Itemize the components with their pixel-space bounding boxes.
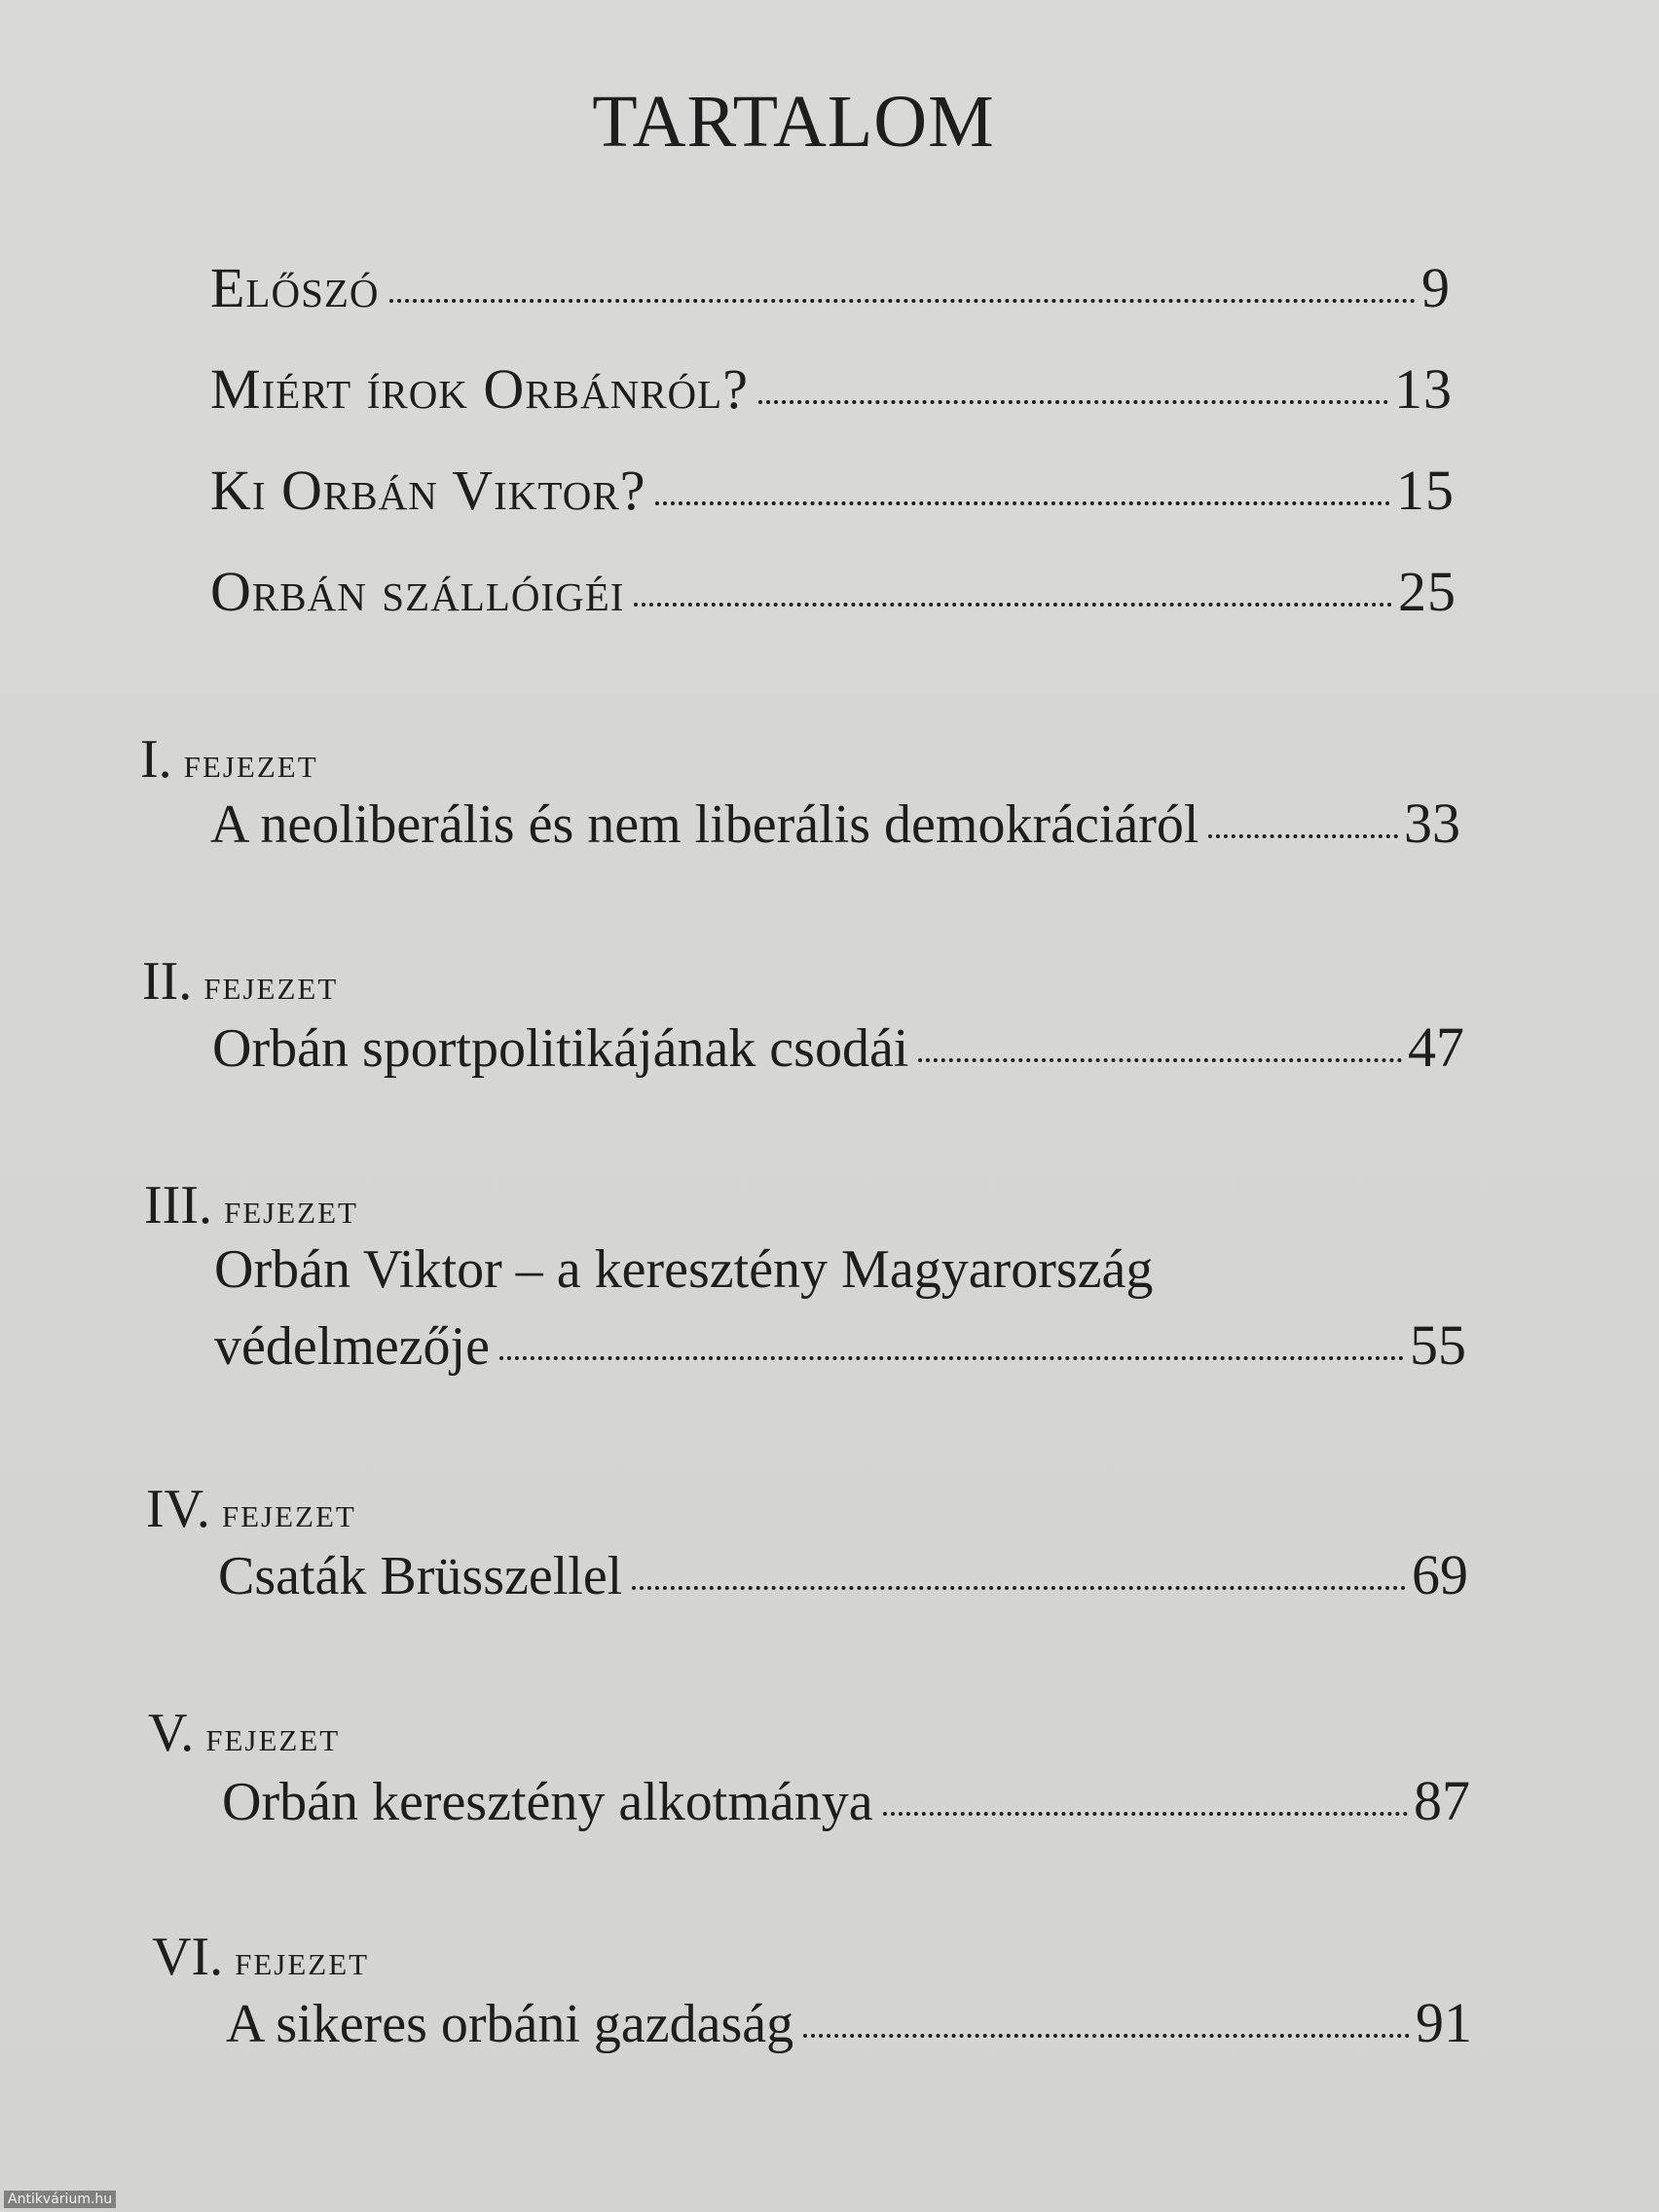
toc-entry-label: Orbán sportpolitikájának csodái: [212, 1018, 909, 1079]
chapter-number: II.: [142, 951, 193, 1012]
chapter-number: VI.: [152, 1927, 224, 1987]
toc-entry-page: 9: [1421, 256, 1451, 319]
toc-entry-page: 33: [1404, 792, 1460, 855]
toc-entry-szalloigei: [210, 559, 1456, 624]
chapter-word: fejezet: [221, 1489, 356, 1536]
toc-entry-chapter-6: [226, 1990, 1472, 2055]
dot-leader: [918, 1054, 1402, 1062]
toc-entry-eloszo: [210, 255, 1451, 320]
toc-entry-label: Miért írok Orbánról?: [210, 357, 749, 421]
dot-leader: [634, 599, 1392, 607]
watermark: Antikvárium.hu: [4, 2191, 116, 2208]
dot-leader: [499, 1352, 1404, 1360]
toc-entry-page: 91: [1416, 1991, 1472, 2054]
dot-leader: [803, 2030, 1410, 2038]
chapter-word: fejezet: [205, 1713, 341, 1760]
toc-entry-page: 15: [1396, 459, 1455, 522]
toc-entry-chapter-3-line1: Orbán Viktor – a keresztény Magyarország: [214, 1239, 1154, 1300]
chapter-number: III.: [144, 1175, 212, 1235]
toc-entry-label: A sikeres orbáni gazdaság: [226, 1994, 794, 2054]
toc-entry-label: Előszó: [210, 256, 380, 319]
chapter-number: IV.: [146, 1479, 210, 1539]
chapter-number: V.: [148, 1703, 195, 1763]
toc-entry-label: Ki Orbán Viktor?: [210, 459, 646, 522]
chapter-word: fejezet: [203, 961, 339, 1009]
toc-entry-chapter-1: [210, 791, 1460, 856]
dot-leader: [883, 1808, 1408, 1816]
toc-entry-page: 13: [1394, 357, 1453, 421]
chapter-word: fejezet: [223, 1185, 358, 1233]
toc-entry-label: Csaták Brüsszellel: [218, 1546, 623, 1606]
chapter-heading-6: [152, 1926, 369, 1988]
chapter-heading-1: [140, 728, 318, 791]
toc-entry-miert-irok: [210, 356, 1453, 422]
toc-entry-page: 55: [1410, 1313, 1466, 1377]
dot-leader: [389, 295, 1416, 303]
toc-entry-label: Orbán keresztény alkotmánya: [222, 1772, 873, 1832]
dot-leader: [758, 396, 1388, 404]
toc-entry-page: 69: [1412, 1543, 1468, 1606]
dot-leader: [632, 1582, 1406, 1590]
chapter-heading-4: [146, 1478, 356, 1540]
chapter-heading-5: [148, 1702, 340, 1764]
toc-entry-label: A neoliberális és nem liberális demokráciáról: [210, 794, 1199, 855]
toc-entry-chapter-2: [212, 1014, 1464, 1080]
chapter-number: I.: [140, 729, 172, 790]
dot-leader: [655, 498, 1390, 505]
toc-entry-chapter-4: [218, 1542, 1468, 1607]
toc-entry-chapter-5: [222, 1768, 1470, 1833]
toc-entry-page: 87: [1414, 1769, 1470, 1832]
toc-entry-chapter-3: [214, 1312, 1466, 1378]
page-title: TARTALOM: [592, 81, 995, 163]
chapter-word: fejezet: [183, 739, 318, 787]
chapter-word: fejezet: [235, 1936, 370, 1984]
toc-entry-label: védelmezője: [214, 1316, 490, 1377]
chapter-heading-3: [144, 1174, 358, 1236]
toc-entry-page: 47: [1408, 1015, 1464, 1079]
chapter-heading-2: [142, 950, 338, 1013]
dot-leader: [1208, 830, 1398, 838]
toc-entry-ki-orban: [210, 458, 1455, 523]
toc-entry-label: Orbán szállóigéi: [210, 560, 625, 623]
toc-entry-page: 25: [1398, 560, 1456, 623]
